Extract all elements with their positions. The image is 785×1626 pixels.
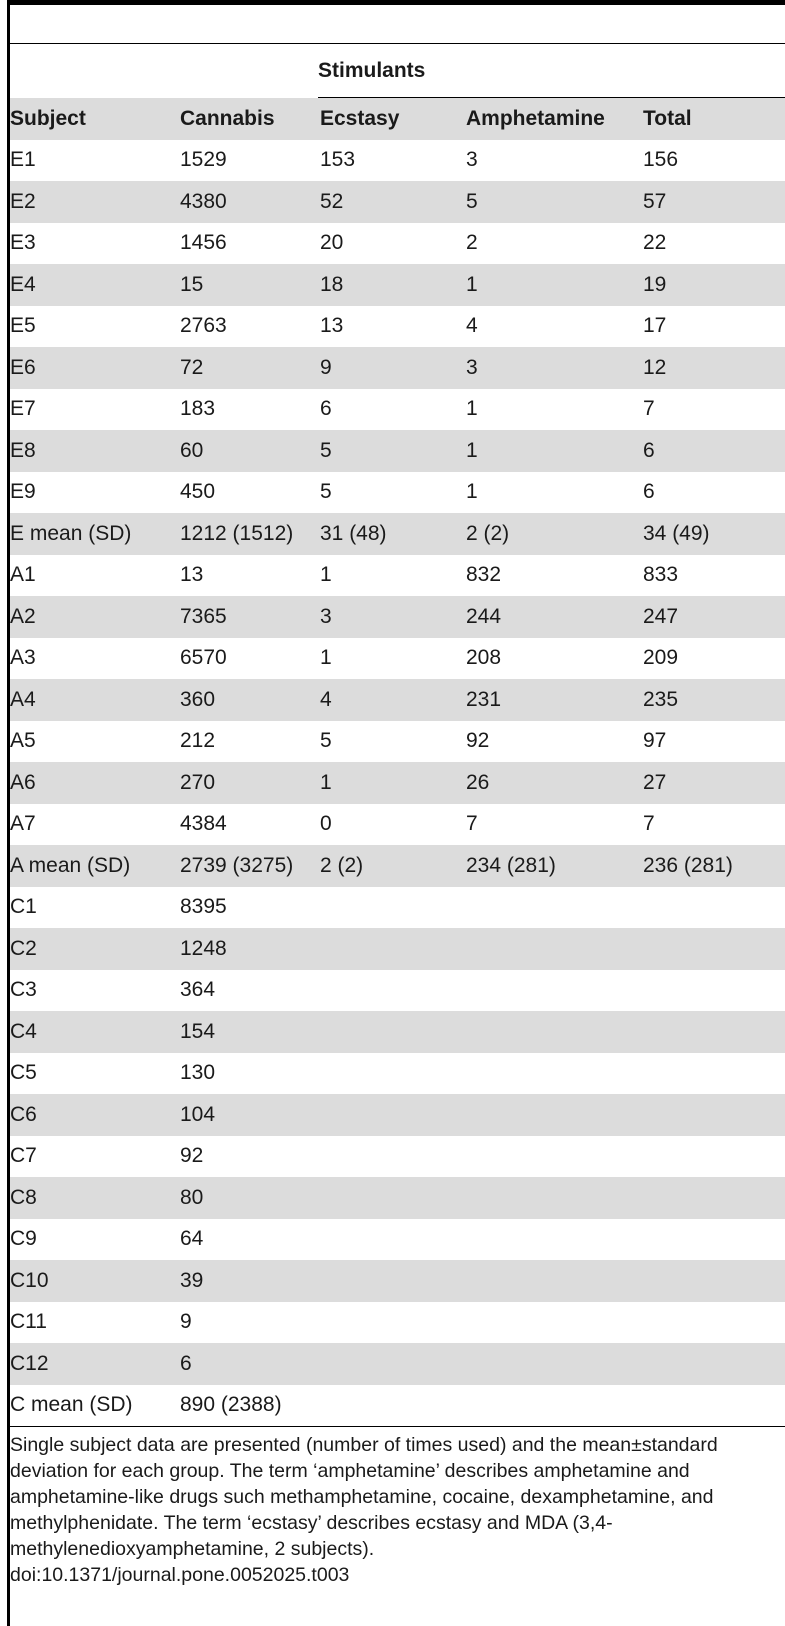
subject-cell: E4 (10, 264, 180, 306)
value-cell: 4384 (180, 812, 227, 836)
table-row (10, 1260, 785, 1302)
value-cell (643, 1011, 785, 1053)
value-cell: 22 (643, 231, 667, 255)
table-row (10, 845, 785, 887)
value-cell: 64 (180, 1227, 204, 1251)
value-cell (643, 970, 785, 1012)
value-cell (320, 1094, 466, 1136)
value-cell: 92 (466, 729, 490, 753)
subject-cell: C9 (10, 1227, 37, 1251)
column-header-row (10, 98, 785, 140)
value-cell: 4380 (180, 181, 320, 223)
value-cell (643, 1343, 785, 1385)
table-row (10, 140, 785, 182)
footnote-text: Single subject data are presented (number of times used) and the mean±standard deviation for each group. The term ‘amphetamine’ describes amphetamine and amphetamine-like drugs such methamphetamine, cocaine, dexamphetamine, and methylphenidate. The term ‘ecstasy’ describes ecstasy and MDA (3,4-methylenedioxyamphetamine, 2 subjects). (10, 1434, 718, 1560)
column-header: Amphetamine (466, 98, 643, 140)
subject-cell: A5 (10, 729, 36, 753)
value-cell: 833 (643, 563, 679, 587)
value-cell: 130 (180, 1061, 216, 1085)
value-cell (466, 1385, 643, 1427)
value-cell: 231 (466, 679, 643, 721)
subject-cell: C11 (10, 1310, 47, 1334)
value-cell: 3 (466, 347, 643, 389)
table-row (10, 1219, 785, 1261)
value-cell (320, 1219, 466, 1261)
value-cell (643, 1302, 785, 1344)
value-cell: 9 (320, 347, 466, 389)
table-row (10, 1094, 785, 1136)
value-cell: 13 (180, 563, 204, 587)
value-cell (320, 1385, 466, 1427)
value-cell: 104 (180, 1094, 320, 1136)
value-cell: 832 (466, 563, 502, 587)
table-row (10, 430, 785, 472)
value-cell: 97 (643, 729, 667, 753)
value-cell: 9 (180, 1310, 192, 1334)
value-cell: 3 (320, 596, 466, 638)
subject-cell: C8 (10, 1177, 180, 1219)
value-cell: 6 (643, 480, 655, 504)
value-cell: 2 (466, 231, 478, 255)
value-cell: 450 (180, 480, 216, 504)
value-cell: 235 (643, 679, 785, 721)
top-border-rule (7, 0, 785, 5)
value-cell: 244 (466, 596, 643, 638)
value-cell: 5 (320, 729, 332, 753)
table-row (10, 887, 785, 929)
value-cell: 6 (180, 1343, 320, 1385)
value-cell (466, 1343, 643, 1385)
value-cell: 72 (180, 347, 320, 389)
value-cell: 2 (2) (320, 845, 466, 887)
value-cell: 1529 (180, 148, 227, 172)
value-cell (466, 887, 643, 929)
subject-cell: E1 (10, 148, 36, 172)
value-cell (643, 1385, 785, 1427)
value-cell: 20 (320, 231, 344, 255)
table-body (10, 140, 785, 1427)
table-row (10, 1343, 785, 1385)
value-cell (320, 1177, 466, 1219)
subject-cell: E5 (10, 314, 36, 338)
value-cell: 156 (643, 148, 679, 172)
value-cell: 52 (320, 181, 466, 223)
value-cell: 270 (180, 762, 320, 804)
value-cell (466, 1053, 643, 1095)
value-cell: 34 (49) (643, 513, 785, 555)
value-cell (466, 1136, 643, 1178)
value-cell: 1 (320, 646, 332, 670)
column-header: Cannabis (180, 98, 320, 140)
value-cell: 4 (320, 679, 466, 721)
table-row (10, 513, 785, 555)
subject-cell: C7 (10, 1144, 37, 1168)
value-cell: 92 (180, 1144, 204, 1168)
table-row (10, 347, 785, 389)
value-cell (643, 1136, 785, 1178)
table-row (10, 181, 785, 223)
value-cell: 1 (466, 480, 478, 504)
table-row (10, 306, 785, 348)
value-cell: 1 (320, 762, 466, 804)
value-cell: 234 (281) (466, 845, 643, 887)
value-cell: 1 (320, 563, 332, 587)
value-cell: 6 (320, 397, 332, 421)
value-cell (466, 1302, 643, 1344)
subject-cell: C5 (10, 1061, 37, 1085)
value-cell: 6570 (180, 646, 227, 670)
header-top-rule (10, 43, 785, 44)
footnote-doi: doi:10.1371/journal.pone.0052025.t003 (10, 1564, 350, 1586)
table-bottom-rule (10, 1426, 785, 1427)
table-row (10, 223, 785, 265)
value-cell (466, 1177, 643, 1219)
value-cell: 5 (466, 181, 643, 223)
value-cell (643, 887, 785, 929)
value-cell: 7 (643, 812, 655, 836)
table-row (10, 970, 785, 1012)
value-cell: 26 (466, 762, 643, 804)
subject-cell: E mean (SD) (10, 513, 180, 555)
table-row (10, 804, 785, 846)
value-cell: 60 (180, 430, 320, 472)
value-cell: 183 (180, 397, 216, 421)
value-cell: 19 (643, 264, 785, 306)
value-cell (320, 1011, 466, 1053)
table-row (10, 264, 785, 306)
value-cell: 236 (281) (643, 845, 785, 887)
value-cell: 2739 (3275) (180, 845, 320, 887)
value-cell: 360 (180, 679, 320, 721)
stimulants-group-header: Stimulants (318, 59, 426, 82)
subject-cell: E7 (10, 397, 36, 421)
table-row (10, 472, 785, 514)
subject-cell: C3 (10, 978, 37, 1002)
value-cell (466, 1260, 643, 1302)
subject-cell: A1 (10, 563, 36, 587)
subject-cell: E2 (10, 181, 180, 223)
subject-cell: C2 (10, 928, 180, 970)
value-cell: 80 (180, 1177, 320, 1219)
column-header: Ecstasy (320, 98, 466, 140)
table-row (10, 1385, 785, 1427)
value-cell: 890 (2388) (180, 1393, 282, 1417)
value-cell: 1 (466, 430, 643, 472)
value-cell (643, 1053, 785, 1095)
value-cell (643, 1094, 785, 1136)
subject-cell: E9 (10, 480, 36, 504)
subject-cell: A mean (SD) (10, 845, 180, 887)
table-row (10, 1011, 785, 1053)
value-cell (320, 1302, 466, 1344)
value-cell: 2763 (180, 314, 227, 338)
value-cell: 27 (643, 762, 785, 804)
value-cell: 1 (466, 397, 478, 421)
value-cell (466, 1094, 643, 1136)
column-header: Subject (10, 98, 180, 140)
value-cell: 4 (466, 314, 478, 338)
table-row (10, 1177, 785, 1219)
value-cell (466, 970, 643, 1012)
value-cell: 1212 (1512) (180, 513, 320, 555)
value-cell (320, 1343, 466, 1385)
value-cell: 209 (643, 646, 679, 670)
value-cell (643, 928, 785, 970)
value-cell: 15 (180, 264, 320, 306)
value-cell: 1 (466, 264, 643, 306)
value-cell (320, 1053, 466, 1095)
value-cell: 212 (180, 729, 216, 753)
table-row (10, 596, 785, 638)
table-row (10, 721, 785, 763)
value-cell: 17 (643, 314, 667, 338)
table-row (10, 1136, 785, 1178)
subject-cell: A4 (10, 679, 180, 721)
value-cell (466, 1219, 643, 1261)
value-cell (320, 1260, 466, 1302)
value-cell: 6 (643, 430, 785, 472)
subject-cell: C mean (SD) (10, 1393, 133, 1417)
subject-cell: E8 (10, 430, 180, 472)
value-cell: 154 (180, 1011, 320, 1053)
subject-cell: E6 (10, 347, 180, 389)
value-cell: 13 (320, 314, 344, 338)
value-cell (320, 887, 466, 929)
value-cell (643, 1177, 785, 1219)
value-cell: 1456 (180, 231, 227, 255)
value-cell: 7 (466, 812, 478, 836)
value-cell: 2 (2) (466, 513, 643, 555)
subject-cell: C6 (10, 1094, 180, 1136)
table-row (10, 389, 785, 431)
subject-cell: A6 (10, 762, 180, 804)
value-cell (320, 970, 466, 1012)
value-cell: 7365 (180, 596, 320, 638)
subject-cell: A2 (10, 596, 180, 638)
table-row (10, 679, 785, 721)
table-row (10, 1302, 785, 1344)
value-cell: 12 (643, 347, 785, 389)
value-cell (320, 1136, 466, 1178)
subject-cell: C1 (10, 895, 37, 919)
value-cell: 57 (643, 181, 785, 223)
subject-cell: E3 (10, 231, 36, 255)
value-cell (643, 1260, 785, 1302)
value-cell: 3 (466, 148, 478, 172)
value-cell: 7 (643, 397, 655, 421)
value-cell (466, 1011, 643, 1053)
value-cell: 5 (320, 480, 332, 504)
column-header: Total (643, 98, 785, 140)
value-cell (466, 928, 643, 970)
value-cell: 1248 (180, 928, 320, 970)
table-footnote (10, 1432, 782, 1588)
subject-cell: C12 (10, 1343, 180, 1385)
subject-cell: A3 (10, 646, 36, 670)
value-cell: 0 (320, 812, 332, 836)
subject-cell: A7 (10, 812, 36, 836)
table-row (10, 638, 785, 680)
value-cell: 364 (180, 978, 216, 1002)
value-cell: 5 (320, 430, 466, 472)
value-cell: 39 (180, 1260, 320, 1302)
value-cell: 247 (643, 596, 785, 638)
table-row (10, 1053, 785, 1095)
value-cell: 208 (466, 646, 502, 670)
value-cell: 153 (320, 148, 356, 172)
value-cell: 31 (48) (320, 513, 466, 555)
subject-cell: C4 (10, 1011, 180, 1053)
value-cell (320, 928, 466, 970)
table-row (10, 555, 785, 597)
drug-use-table (10, 98, 785, 1426)
value-cell: 8395 (180, 895, 227, 919)
subject-cell: C10 (10, 1260, 180, 1302)
value-cell (643, 1219, 785, 1261)
table-row (10, 762, 785, 804)
table-row (10, 928, 785, 970)
value-cell: 18 (320, 264, 466, 306)
